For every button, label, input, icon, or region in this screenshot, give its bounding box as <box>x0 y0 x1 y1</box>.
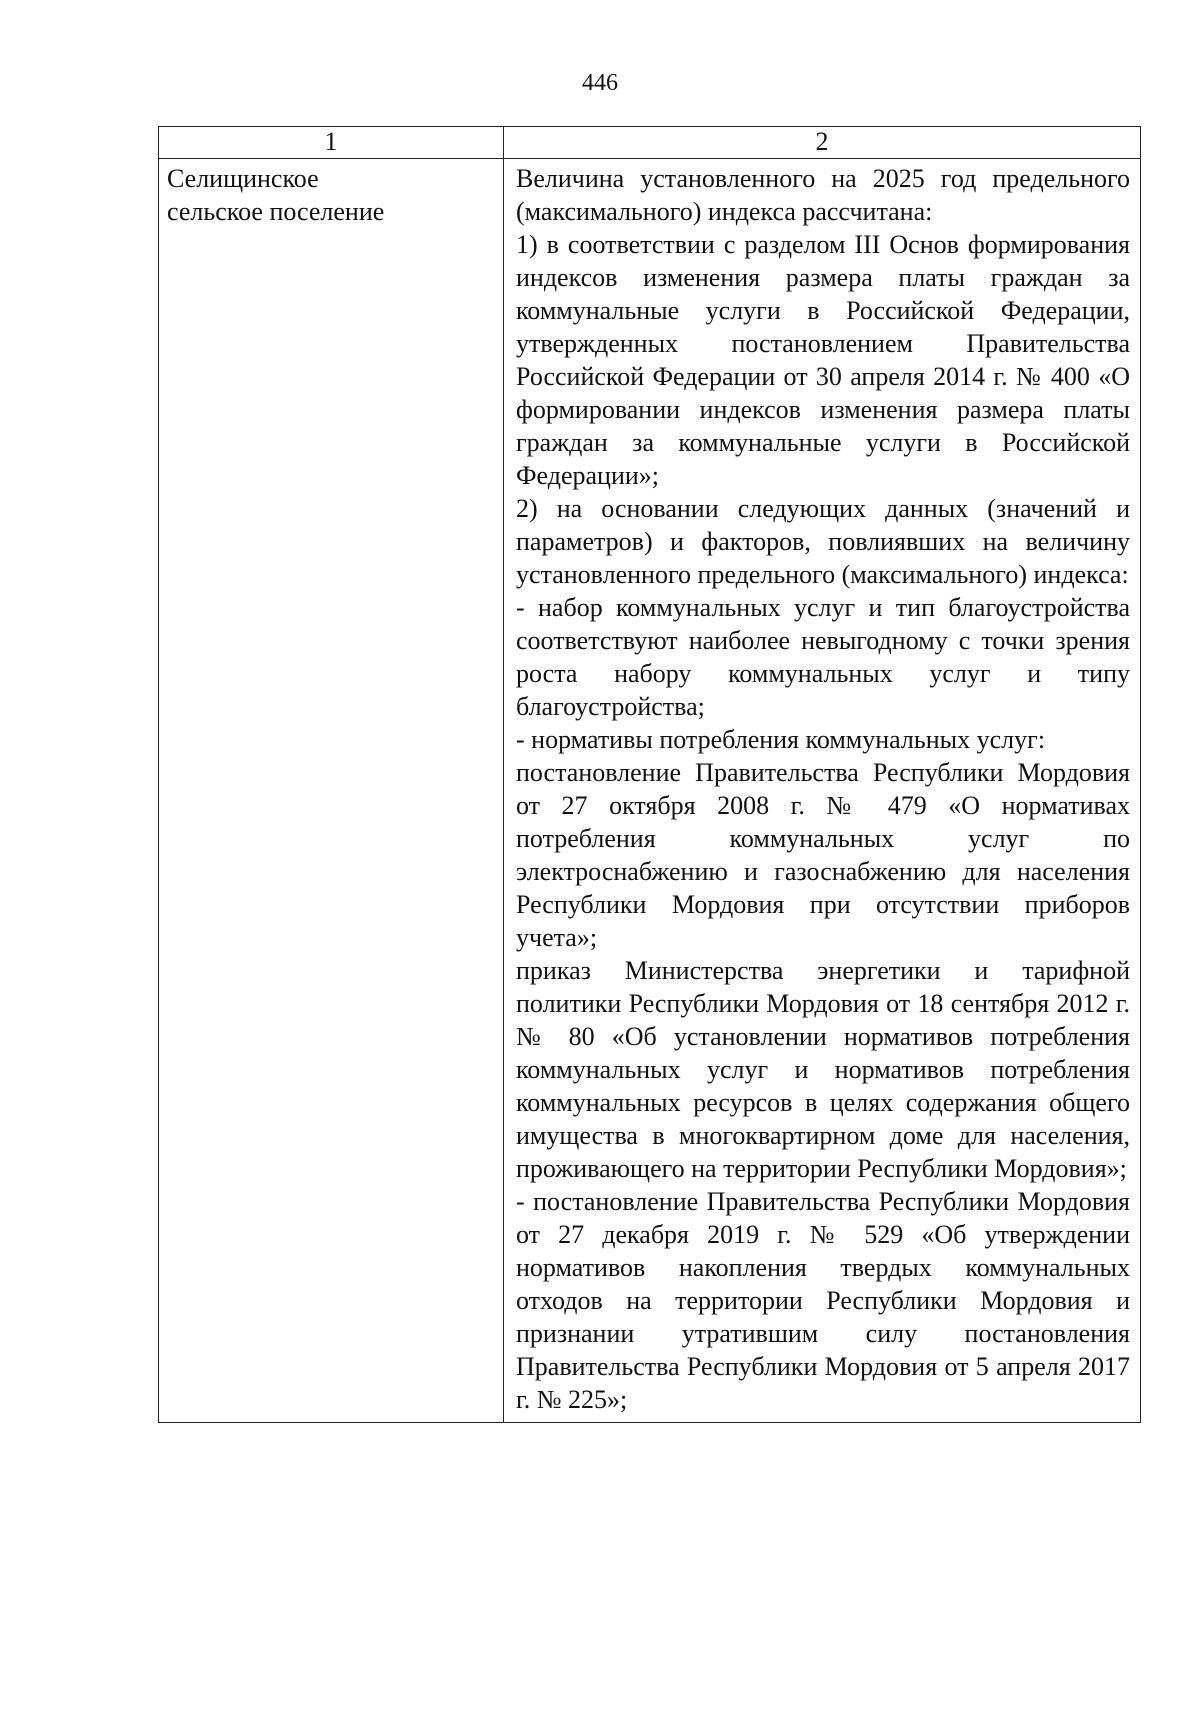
description-paragraph: 2) на основании следующих данных (значений и параметров) и факторов, повлиявших на величину установленного предельного (максимального) индекса: <box>516 494 1130 589</box>
column-header-2: 2 <box>504 127 1141 159</box>
description-paragraph: - набор коммунальных услуг и тип благоустройства соответствуют наиболее невыгодному с точки зрения роста набору коммунальных услуг и типу благоустройства; <box>516 593 1130 721</box>
description-paragraph: - постановление Правительства Республики Мордовия от 27 декабря 2019 г. № 529 «Об утверждении нормативов накопления твердых коммунальных отходов на территории Республики Мордовия и признании утратившим силу постановления Правительства Республики Мордовия от 5 апреля 2017 г. № 225»; <box>516 1187 1130 1414</box>
description-paragraph: постановление Правительства Республики Мордовия от 27 октября 2008 г. № 479 «О нормативах потребления коммунальных услуг по электроснабжению и газоснабжению для населения Республики Мордовия при отсутствии приборов учета»; <box>516 758 1130 952</box>
description-paragraph: - нормативы потребления коммунальных услуг: <box>516 725 1046 754</box>
settlement-name-line: Селищинское <box>167 164 319 193</box>
settlement-name-cell <box>159 159 504 1423</box>
description-paragraph: 1) в соответствии с разделом III Основ формирования индексов изменения размера платы граждан за коммунальные услуги в Российской Федерации, утвержденных постановлением Правительства Российской Федерации от 30 апреля 2014 г. № 400 «О формировании индексов изменения размера платы граждан за коммунальные услуги в Российской Федерации»; <box>516 230 1130 490</box>
description-paragraph: Величина установленного на 2025 год предельного (максимального) индекса рассчитана: <box>516 164 1130 226</box>
page-number: 446 <box>582 70 618 96</box>
description-paragraph: приказ Министерства энергетики и тарифной политики Республики Мордовия от 18 сентября 2012 г. № 80 «Об установлении нормативов потребления коммунальных услуг и нормативов потребления коммунальных ресурсов в целях содержания общего имущества в многоквартирном доме для населения, проживающего на территории Республики Мордовия»; <box>516 956 1130 1183</box>
settlement-name-line: сельское поселение <box>167 197 385 226</box>
table-row <box>159 159 1141 1423</box>
table-header-row <box>159 127 1141 159</box>
data-table <box>158 126 1141 1423</box>
column-header-1: 1 <box>159 127 504 159</box>
index-description-cell <box>504 159 1141 1423</box>
